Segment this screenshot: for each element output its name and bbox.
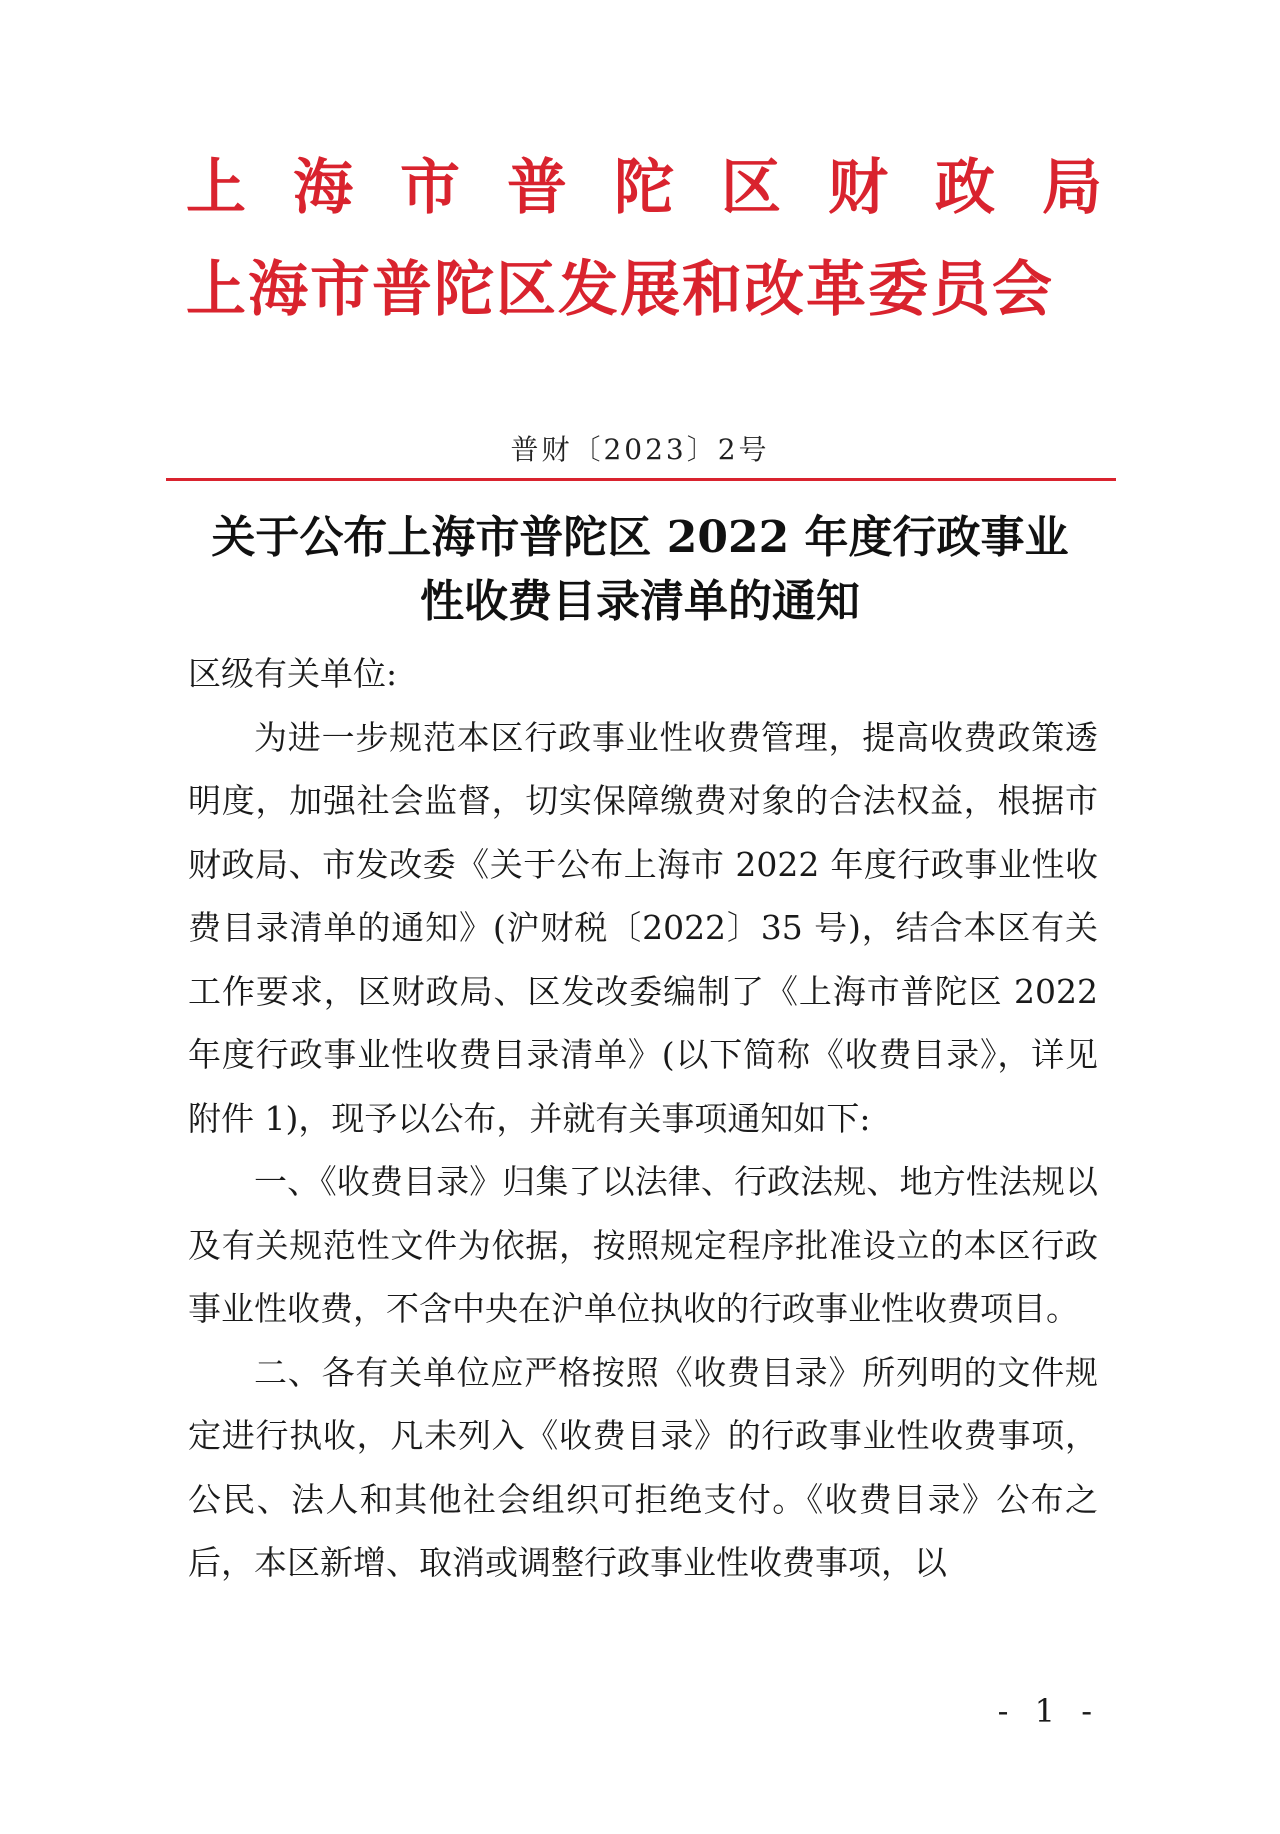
document-number: 普财〔2023〕2号 (510, 433, 770, 466)
paragraph-item-2: 二、各有关单位应严格按照《收费目录》所列明的文件规定进行执收，凡未列入《收费目录》的行政事业性收费事项，公民、法人和其他社会组织可拒绝支付。《收费目录》公布之后，本区新增、取消或调整行政事业性收费事项，以 (188, 1352, 1098, 1582)
document-body (188, 642, 1098, 1595)
issuer-development-reform-commission: 上海市普陀区发展和改革委员会 (186, 255, 1054, 325)
title-line-1: 关于公布上海市普陀区 2022 年度行政事业 (211, 512, 1069, 563)
paragraph-intro: 为进一步规范本区行政事业性收费管理，提高收费政策透明度，加强社会监督，切实保障缴费对象的合法权益，根据市财政局、市发改委《关于公布上海市 2022 年度行政事业性收费目录清单的通知》(沪财税〔2022〕35 号)，结合本区有关工作要求，区财政局、区发改委编制了《上海市普陀区 2022 年度行政事业性收费目录清单》(以下简称《收费目录》，详见附件 1)，现予以公布，并就有关事项通知如下: (188, 717, 1098, 1138)
document-title (160, 506, 1120, 634)
title-line-2: 性收费目录清单的通知 (420, 576, 860, 627)
paragraph-item-1: 一、《收费目录》归集了以法律、行政法规、地方性法规以及有关规范性文件为依据，按照规定程序批准设立的本区行政事业性收费，不含中央在沪单位执收的行政事业性收费项目。 (188, 1162, 1098, 1328)
salutation: 区级有关单位: (188, 654, 398, 693)
issuer-finance-bureau: 上海市普陀区财政局 (186, 153, 1149, 223)
red-separator-line (166, 478, 1116, 481)
page-number: - 1 - (997, 1692, 1100, 1730)
